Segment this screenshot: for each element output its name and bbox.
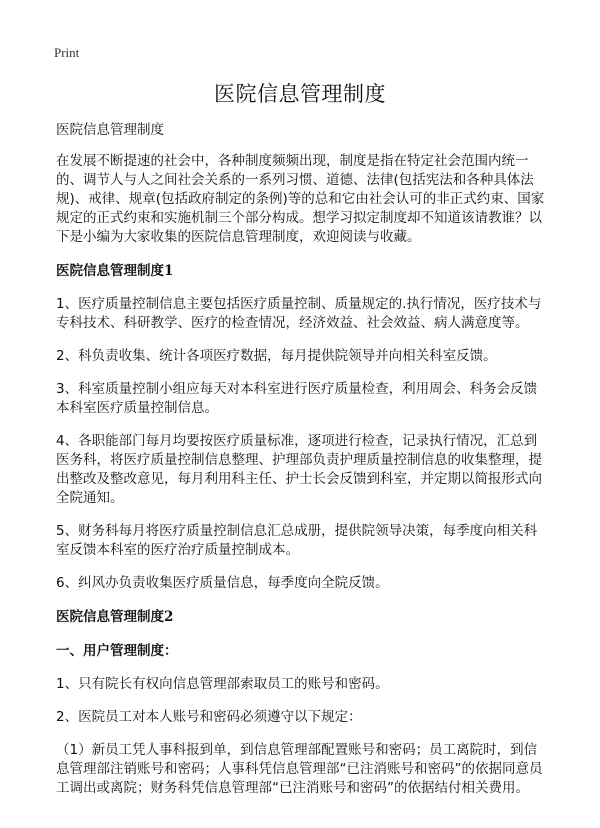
document-subtitle: 医院信息管理制度 [56, 122, 164, 138]
section-1-item-6: 6、纠风办负责收集医疗质量信息，每季度向全院反馈。 [56, 575, 389, 591]
section-1-heading: 医院信息管理制度1 [56, 263, 174, 279]
section-2-item-1: 1、只有院长有权向信息管理部索取员工的账号和密码。 [56, 676, 389, 692]
section-1-item-1: 1、医疗质量控制信息主要包括医疗质量控制、质量规定的.执行情况，医疗技术与专科技术、科研教学、医疗的检查情况，经济效益、社会效益、病人满意度等。 [56, 296, 542, 331]
section-1-item-5: 5、财务科每月将医疗质量控制信息汇总成册，提供院领导决策，每季度向相关科室反馈本科室的医疗治疗质量控制成本。 [56, 523, 538, 558]
intro-paragraph: 在发展不断提速的社会中，各种制度频频出现，制度是指在特定社会范围内统一的、调节人与人之间社会关系的一系列习惯、道德、法律(包括宪法和各种具体法规)、戒律、规章(包括政府制定的条例)等的总和它由社会认可的非正式约束、国家规定的正式约束和实施机制三个部分构成。想学习拟定制度却不知道该请教谁？以下是小编为大家收集的医院信息管理制度，欢迎阅读与收藏。 [56, 153, 545, 245]
section-2-item-3: （1）新员工凭人事科报到单，到信息管理部配置账号和密码；员工离院时，到信息管理部注销账号和密码；人事科凭信息管理部“已注消账号和密码”的依据同意员工调出或离院；财务科凭信息管理部“已注消账号和密码”的依据结付相关费用。 [56, 742, 543, 796]
document-body [56, 120, 550, 812]
page-title: 医院信息管理制度 [214, 82, 386, 106]
section-1-item-2: 2、科负责收集、统计各项医疗数据，每月提供院领导并向相关科室反馈。 [56, 348, 497, 364]
section-1-item-3: 3、科室质量控制小组应每天对本科室进行医疗质量检查，利用周会、科务会反馈本科室医疗质量控制信息。 [56, 381, 538, 416]
section-2-subheading: 一、用户管理制度： [56, 643, 178, 659]
section-2-item-2: 2、医院员工对本人账号和密码必须遵守以下规定： [56, 709, 362, 725]
section-2-heading: 医院信息管理制度2 [56, 609, 174, 625]
section-1-item-4: 4、各职能部门每月均要按医疗质量标准，逐项进行检查，记录执行情况，汇总到医务科，将医疗质量控制信息整理、护理部负责护理质量控制信息的收集整理，提出整改及整改意见，每月利用科主任、护士长会反馈到科室，并定期以简报形式向全院通知。 [56, 433, 542, 506]
print-link[interactable]: Print [54, 45, 80, 60]
